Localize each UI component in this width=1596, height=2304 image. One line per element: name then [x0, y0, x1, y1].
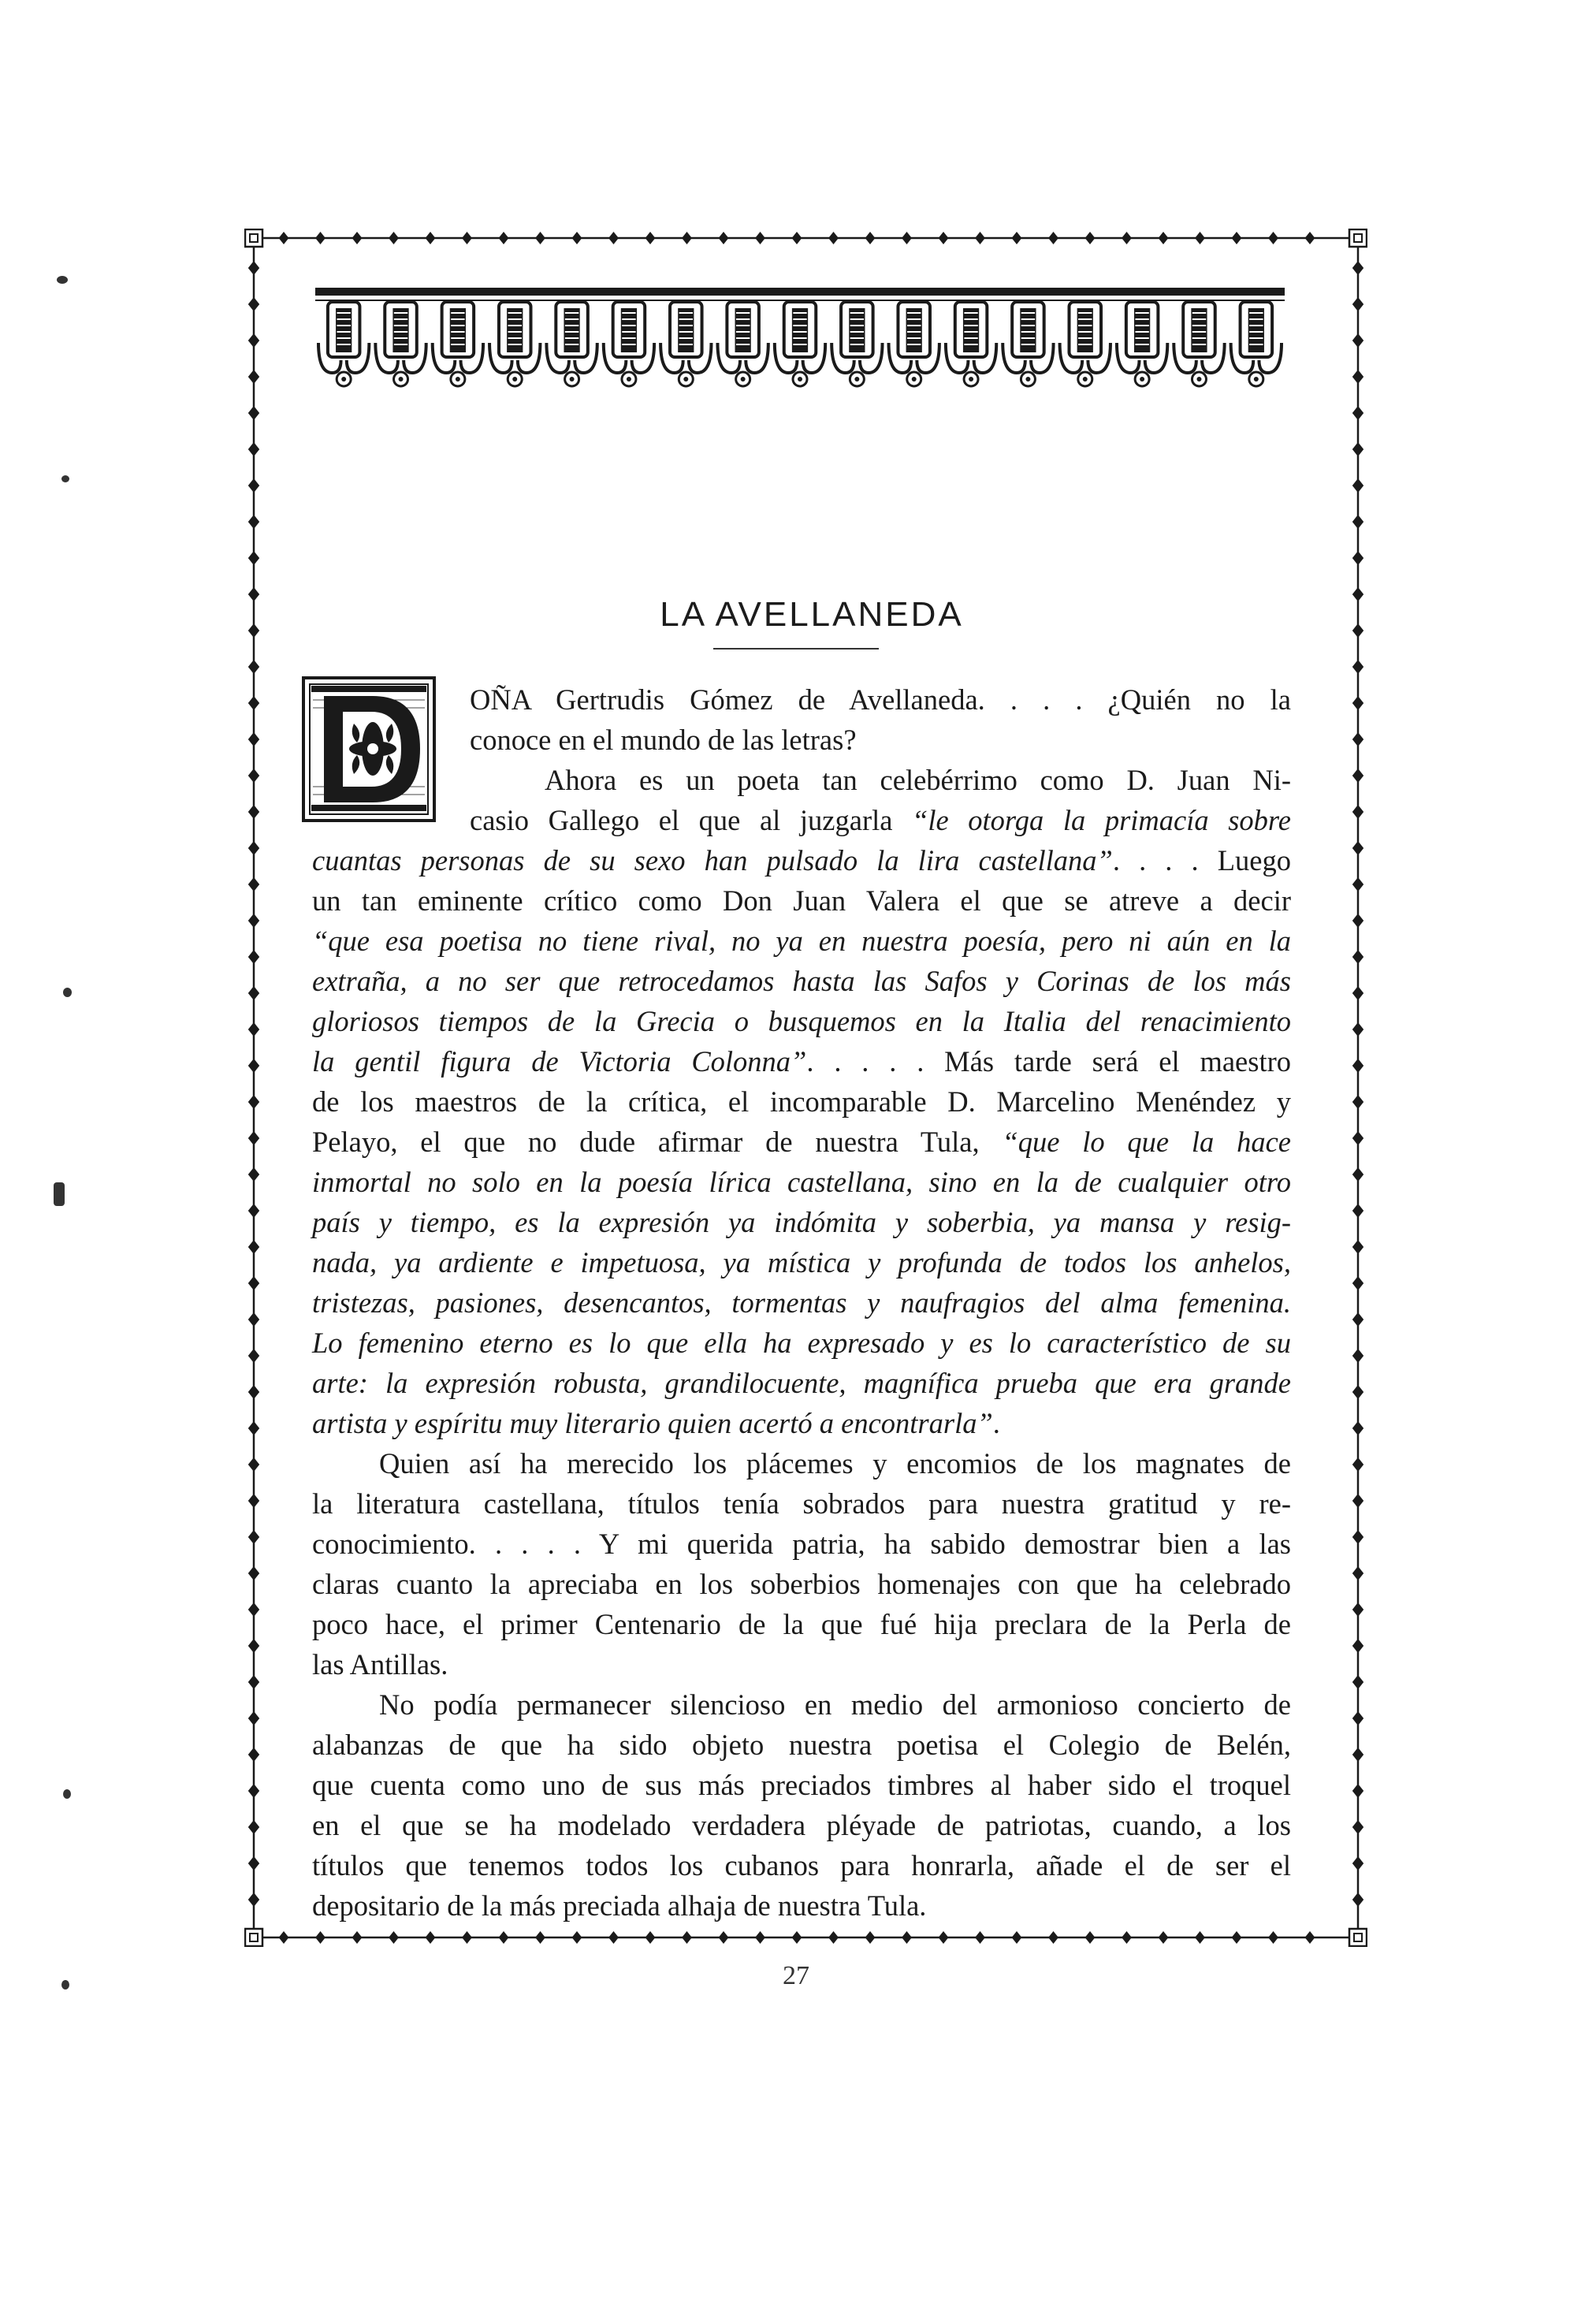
border-diamond [1352, 986, 1363, 1000]
border-diamond [719, 232, 729, 244]
text-line [312, 1202, 1291, 1242]
border-diamond [1305, 1931, 1315, 1944]
border-diamond [1352, 950, 1363, 964]
text-run: un tan eminente crítico como Don Juan Valera el que se atreve a decir [312, 884, 1291, 917]
text-line [312, 1564, 1291, 1604]
italic-text: artista y espíritu muy literario quien acertó a encontrarla” [312, 1407, 993, 1439]
border-diamond [1122, 232, 1132, 244]
border-diamond [248, 841, 259, 855]
text-line [312, 1885, 1291, 1926]
border-diamond [1048, 1931, 1058, 1944]
border-diamond [1352, 1095, 1363, 1109]
border-diamond [248, 769, 259, 783]
border-diamond [248, 406, 259, 420]
border-diamond [1352, 1059, 1363, 1073]
border-diamond [1048, 232, 1058, 244]
text-run: . . . . . Más tarde será el maestro [806, 1045, 1291, 1078]
scan-speck [63, 988, 72, 997]
border-diamond [248, 986, 259, 1000]
text-line [312, 1805, 1291, 1845]
border-diamond [248, 1530, 259, 1544]
text-run: depositario de la más preciada alhaja de nuestra Tula. [312, 1889, 927, 1922]
border-diamond [248, 587, 259, 601]
border-diamond [248, 515, 259, 529]
italic-text: la gentil figura de Victoria Colonna” [312, 1045, 807, 1078]
border-diamond [248, 1820, 259, 1834]
border-diamond [248, 1748, 259, 1762]
scan-speck [61, 475, 69, 482]
border-diamond [865, 1931, 876, 1944]
border-diamond [389, 1931, 399, 1944]
text-line [312, 880, 1291, 921]
border-diamond [248, 1675, 259, 1689]
border-diamond [1352, 1240, 1363, 1254]
italic-text: “que esa poetisa no tiene rival, no ya en nuestra poesía, pero ni aún en la [312, 925, 1291, 957]
text-line [312, 1443, 1291, 1483]
border-diamond [248, 1893, 259, 1907]
border-diamond [248, 1022, 259, 1037]
border-diamond [1352, 1022, 1363, 1037]
italic-text: cuantas personas de su sexo han pulsado la lira castellana” [312, 844, 1113, 877]
border-diamond [248, 1167, 259, 1182]
border-diamond [1352, 696, 1363, 710]
article-title: LA AVELLANEDA [660, 595, 964, 634]
border-diamond [1352, 841, 1363, 855]
text-line [312, 1524, 1291, 1564]
border-diamond [1352, 623, 1363, 638]
border-diamond [248, 261, 259, 275]
border-diamond [535, 232, 545, 244]
border-diamond [1352, 1421, 1363, 1435]
border-diamond [1352, 333, 1363, 348]
border-diamond [1159, 1931, 1169, 1944]
text-line [470, 760, 1291, 800]
text-line [312, 1242, 1291, 1282]
border-diamond [248, 1276, 259, 1290]
border-diamond [902, 1931, 912, 1944]
border-diamond [1352, 1204, 1363, 1218]
italic-text: arte: la expresión robusta, grandilocuente, magnífica prueba que era grande [312, 1367, 1291, 1399]
border-diamond [1305, 232, 1315, 244]
text-line [312, 1363, 1291, 1403]
border-diamond [248, 1204, 259, 1218]
text-line [312, 1483, 1291, 1524]
text-run: alabanzas de que ha sido objeto nuestra poetisa el Colegio de Belén, [312, 1729, 1291, 1761]
text-line [312, 1725, 1291, 1765]
border-diamond [1352, 587, 1363, 601]
italic-text: Lo femenino eterno es lo que ella ha expresado y es lo característico de su [312, 1327, 1291, 1359]
border-diamond [248, 333, 259, 348]
border-diamond [865, 232, 876, 244]
border-diamond [248, 1349, 259, 1363]
border-diamond [279, 232, 289, 244]
border-diamond [828, 1931, 839, 1944]
ornamental-header-band [315, 288, 1285, 394]
border-diamond [248, 1856, 259, 1870]
border-corner [1349, 229, 1367, 247]
border-diamond [1352, 442, 1363, 456]
border-diamond [1352, 1349, 1363, 1363]
border-diamond [1352, 1276, 1363, 1290]
border-diamond [248, 1421, 259, 1435]
border-diamond [1352, 370, 1363, 384]
text-run: la literatura castellana, títulos tenía sobrados para nuestra gratitud y re- [312, 1487, 1291, 1520]
border-diamond [248, 805, 259, 819]
border-diamond [1268, 232, 1278, 244]
border-diamond [389, 232, 399, 244]
border-diamond [1352, 1748, 1363, 1762]
border-diamond [352, 1931, 363, 1944]
border-diamond [248, 1602, 259, 1617]
border-diamond [1122, 1931, 1132, 1944]
italic-text: tristezas, pasiones, desencantos, tormentas y naufragios del alma femenina. [312, 1286, 1291, 1319]
border-diamond [1352, 660, 1363, 674]
border-diamond [426, 1931, 436, 1944]
text-line [312, 961, 1291, 1001]
border-diamond [1352, 1385, 1363, 1399]
border-diamond [248, 442, 259, 456]
article-body [312, 840, 1291, 1926]
italic-text: inmortal no solo en la poesía lírica castellana, sino en la de cualquier otro [312, 1166, 1291, 1198]
text-line [312, 1282, 1291, 1323]
border-diamond [1352, 1602, 1363, 1617]
border-diamond [1352, 551, 1363, 565]
border-diamond [248, 1566, 259, 1580]
border-diamond [248, 370, 259, 384]
text-line [312, 921, 1291, 961]
border-diamond [828, 232, 839, 244]
border-diamond [1352, 1131, 1363, 1145]
border-diamond [248, 1131, 259, 1145]
border-diamond [1352, 1457, 1363, 1472]
text-run: Ahora es un poeta tan celebérrimo como D. Juan Ni- [545, 764, 1291, 796]
border-diamond [248, 1784, 259, 1798]
border-diamond [1352, 1784, 1363, 1798]
border-diamond [1195, 232, 1205, 244]
border-diamond [248, 1240, 259, 1254]
border-diamond [315, 232, 326, 244]
border-diamond [1352, 406, 1363, 420]
border-diamond [1352, 1639, 1363, 1653]
border-diamond [1352, 1893, 1363, 1907]
border-diamond [1352, 1566, 1363, 1580]
scan-speck [54, 1182, 65, 1206]
border-diamond [1195, 1931, 1205, 1944]
border-diamond [248, 551, 259, 565]
border-diamond [248, 1494, 259, 1508]
border-diamond [645, 1931, 656, 1944]
border-diamond [572, 232, 582, 244]
text-line [470, 679, 1291, 720]
text-line [312, 1162, 1291, 1202]
border-diamond [1352, 805, 1363, 819]
text-run: Pelayo, el que no dude afirmar de nuestra Tula, [312, 1126, 1003, 1158]
border-diamond [462, 1931, 472, 1944]
border-diamond [248, 1059, 259, 1073]
border-diamond [1352, 261, 1363, 275]
border-diamond [352, 232, 363, 244]
border-diamond [1232, 232, 1242, 244]
italic-text: extraña, a no ser que retrocedamos hasta las Safos y Corinas de los más [312, 965, 1291, 997]
border-diamond [939, 232, 949, 244]
border-diamond [1352, 1312, 1363, 1327]
border-diamond [1352, 732, 1363, 746]
scan-speck [61, 1980, 69, 1989]
text-run: claras cuanto la apreciaba en los soberbios homenajes con que ha celebrado [312, 1568, 1291, 1600]
text-run: No podía permanecer silencioso en medio del armonioso concierto de [379, 1688, 1291, 1721]
border-diamond [975, 232, 985, 244]
border-diamond [645, 232, 656, 244]
text-run: conocimiento. . . . . Y mi querida patria, ha sabido demostrar bien a las [312, 1528, 1291, 1560]
text-line [312, 1081, 1291, 1122]
border-diamond [248, 1711, 259, 1725]
border-diamond [1352, 1530, 1363, 1544]
border-diamond [1352, 1494, 1363, 1508]
border-diamond [939, 1931, 949, 1944]
border-diamond [315, 1931, 326, 1944]
text-line [312, 1604, 1291, 1644]
text-run: . . . . Luego [1112, 844, 1291, 877]
border-diamond [499, 232, 509, 244]
text-line [470, 720, 1291, 760]
scan-speck [63, 1789, 71, 1799]
border-diamond [279, 1931, 289, 1944]
border-diamond [608, 1931, 619, 1944]
border-diamond [248, 623, 259, 638]
text-run: en el que se ha modelado verdadera pléyade de patriotas, cuando, a los [312, 1809, 1291, 1841]
text-line [312, 1845, 1291, 1885]
border-diamond [719, 1931, 729, 1944]
border-diamond [426, 232, 436, 244]
border-corner [245, 229, 262, 247]
border-diamond [248, 1639, 259, 1653]
italic-text: país y tiempo, es la expresión ya indómita y soberbia, ya mansa y resig- [312, 1206, 1291, 1238]
border-diamond [1352, 769, 1363, 783]
border-diamond [608, 232, 619, 244]
border-diamond [755, 232, 765, 244]
border-diamond [248, 297, 259, 311]
border-diamond [248, 660, 259, 674]
border-diamond [1232, 1931, 1242, 1944]
text-line [312, 840, 1291, 880]
dropcap-adjacent-text [470, 679, 1291, 840]
text-line [312, 1041, 1291, 1081]
title-underline [713, 648, 879, 650]
scan-speck [57, 276, 68, 284]
border-diamond [248, 1457, 259, 1472]
border-corner [245, 1929, 262, 1946]
border-diamond [1012, 1931, 1022, 1944]
text-run: de los maestros de la crítica, el incomparable D. Marcelino Menéndez y [312, 1085, 1291, 1118]
border-diamond [1352, 1856, 1363, 1870]
border-corner [1349, 1929, 1367, 1946]
text-run: OÑA Gertrudis Gómez de Avellaneda. . . . ¿Quién no la [470, 683, 1291, 716]
border-diamond [792, 232, 802, 244]
border-diamond [248, 1385, 259, 1399]
text-line [312, 1001, 1291, 1041]
border-diamond [792, 1931, 802, 1944]
text-run: casio Gallego el que al juzgarla [470, 804, 913, 836]
border-diamond [1352, 1675, 1363, 1689]
border-diamond [975, 1931, 985, 1944]
border-diamond [462, 232, 472, 244]
border-diamond [1352, 1820, 1363, 1834]
page-number: 27 [783, 1961, 809, 1990]
border-diamond [248, 950, 259, 964]
border-diamond [682, 1931, 692, 1944]
border-diamond [1085, 232, 1096, 244]
border-diamond [248, 1095, 259, 1109]
text-line [312, 1323, 1291, 1363]
italic-text: “que lo que la hace [1002, 1126, 1291, 1158]
border-diamond [682, 232, 692, 244]
ornamental-dropcap [302, 676, 436, 822]
border-diamond [248, 478, 259, 493]
text-line [312, 1122, 1291, 1162]
text-run: las Antillas. [312, 1648, 448, 1681]
border-diamond [1012, 232, 1022, 244]
italic-text: gloriosos tiempos de la Grecia o busquemos en la Italia del renacimiento [312, 1005, 1291, 1037]
border-diamond [248, 877, 259, 891]
border-diamond [499, 1931, 509, 1944]
text-run: Quien así ha merecido los plácemes y encomios de los magnates de [379, 1447, 1291, 1480]
text-run: . [992, 1407, 1000, 1439]
text-run: poco hace, el primer Centenario de la que fué hija preclara de la Perla de [312, 1608, 1291, 1640]
border-diamond [248, 696, 259, 710]
border-diamond [1268, 1931, 1278, 1944]
border-diamond [248, 1312, 259, 1327]
border-diamond [572, 1931, 582, 1944]
border-diamond [248, 732, 259, 746]
text-run: conoce en el mundo de las letras? [470, 724, 857, 756]
border-diamond [535, 1931, 545, 1944]
text-line [312, 1644, 1291, 1684]
text-line [470, 800, 1291, 840]
text-run: que cuenta como uno de sus más preciados timbres al haber sido el troquel [312, 1769, 1291, 1801]
border-diamond [1352, 877, 1363, 891]
text-line [312, 1403, 1291, 1443]
border-diamond [1352, 914, 1363, 928]
border-diamond [1352, 297, 1363, 311]
italic-text: nada, ya ardiente e impetuosa, ya mística y profunda de todos los anhelos, [312, 1246, 1291, 1279]
border-diamond [755, 1931, 765, 1944]
border-diamond [1352, 1167, 1363, 1182]
text-line [312, 1684, 1291, 1725]
italic-text: “le otorga la primacía sobre [912, 804, 1291, 836]
border-diamond [1352, 478, 1363, 493]
border-diamond [1352, 515, 1363, 529]
text-run: títulos que tenemos todos los cubanos para honrarla, añade el de ser el [312, 1849, 1291, 1882]
border-diamond [902, 232, 912, 244]
text-line [312, 1765, 1291, 1805]
border-diamond [1352, 1711, 1363, 1725]
border-diamond [1085, 1931, 1096, 1944]
border-diamond [1159, 232, 1169, 244]
border-diamond [248, 914, 259, 928]
